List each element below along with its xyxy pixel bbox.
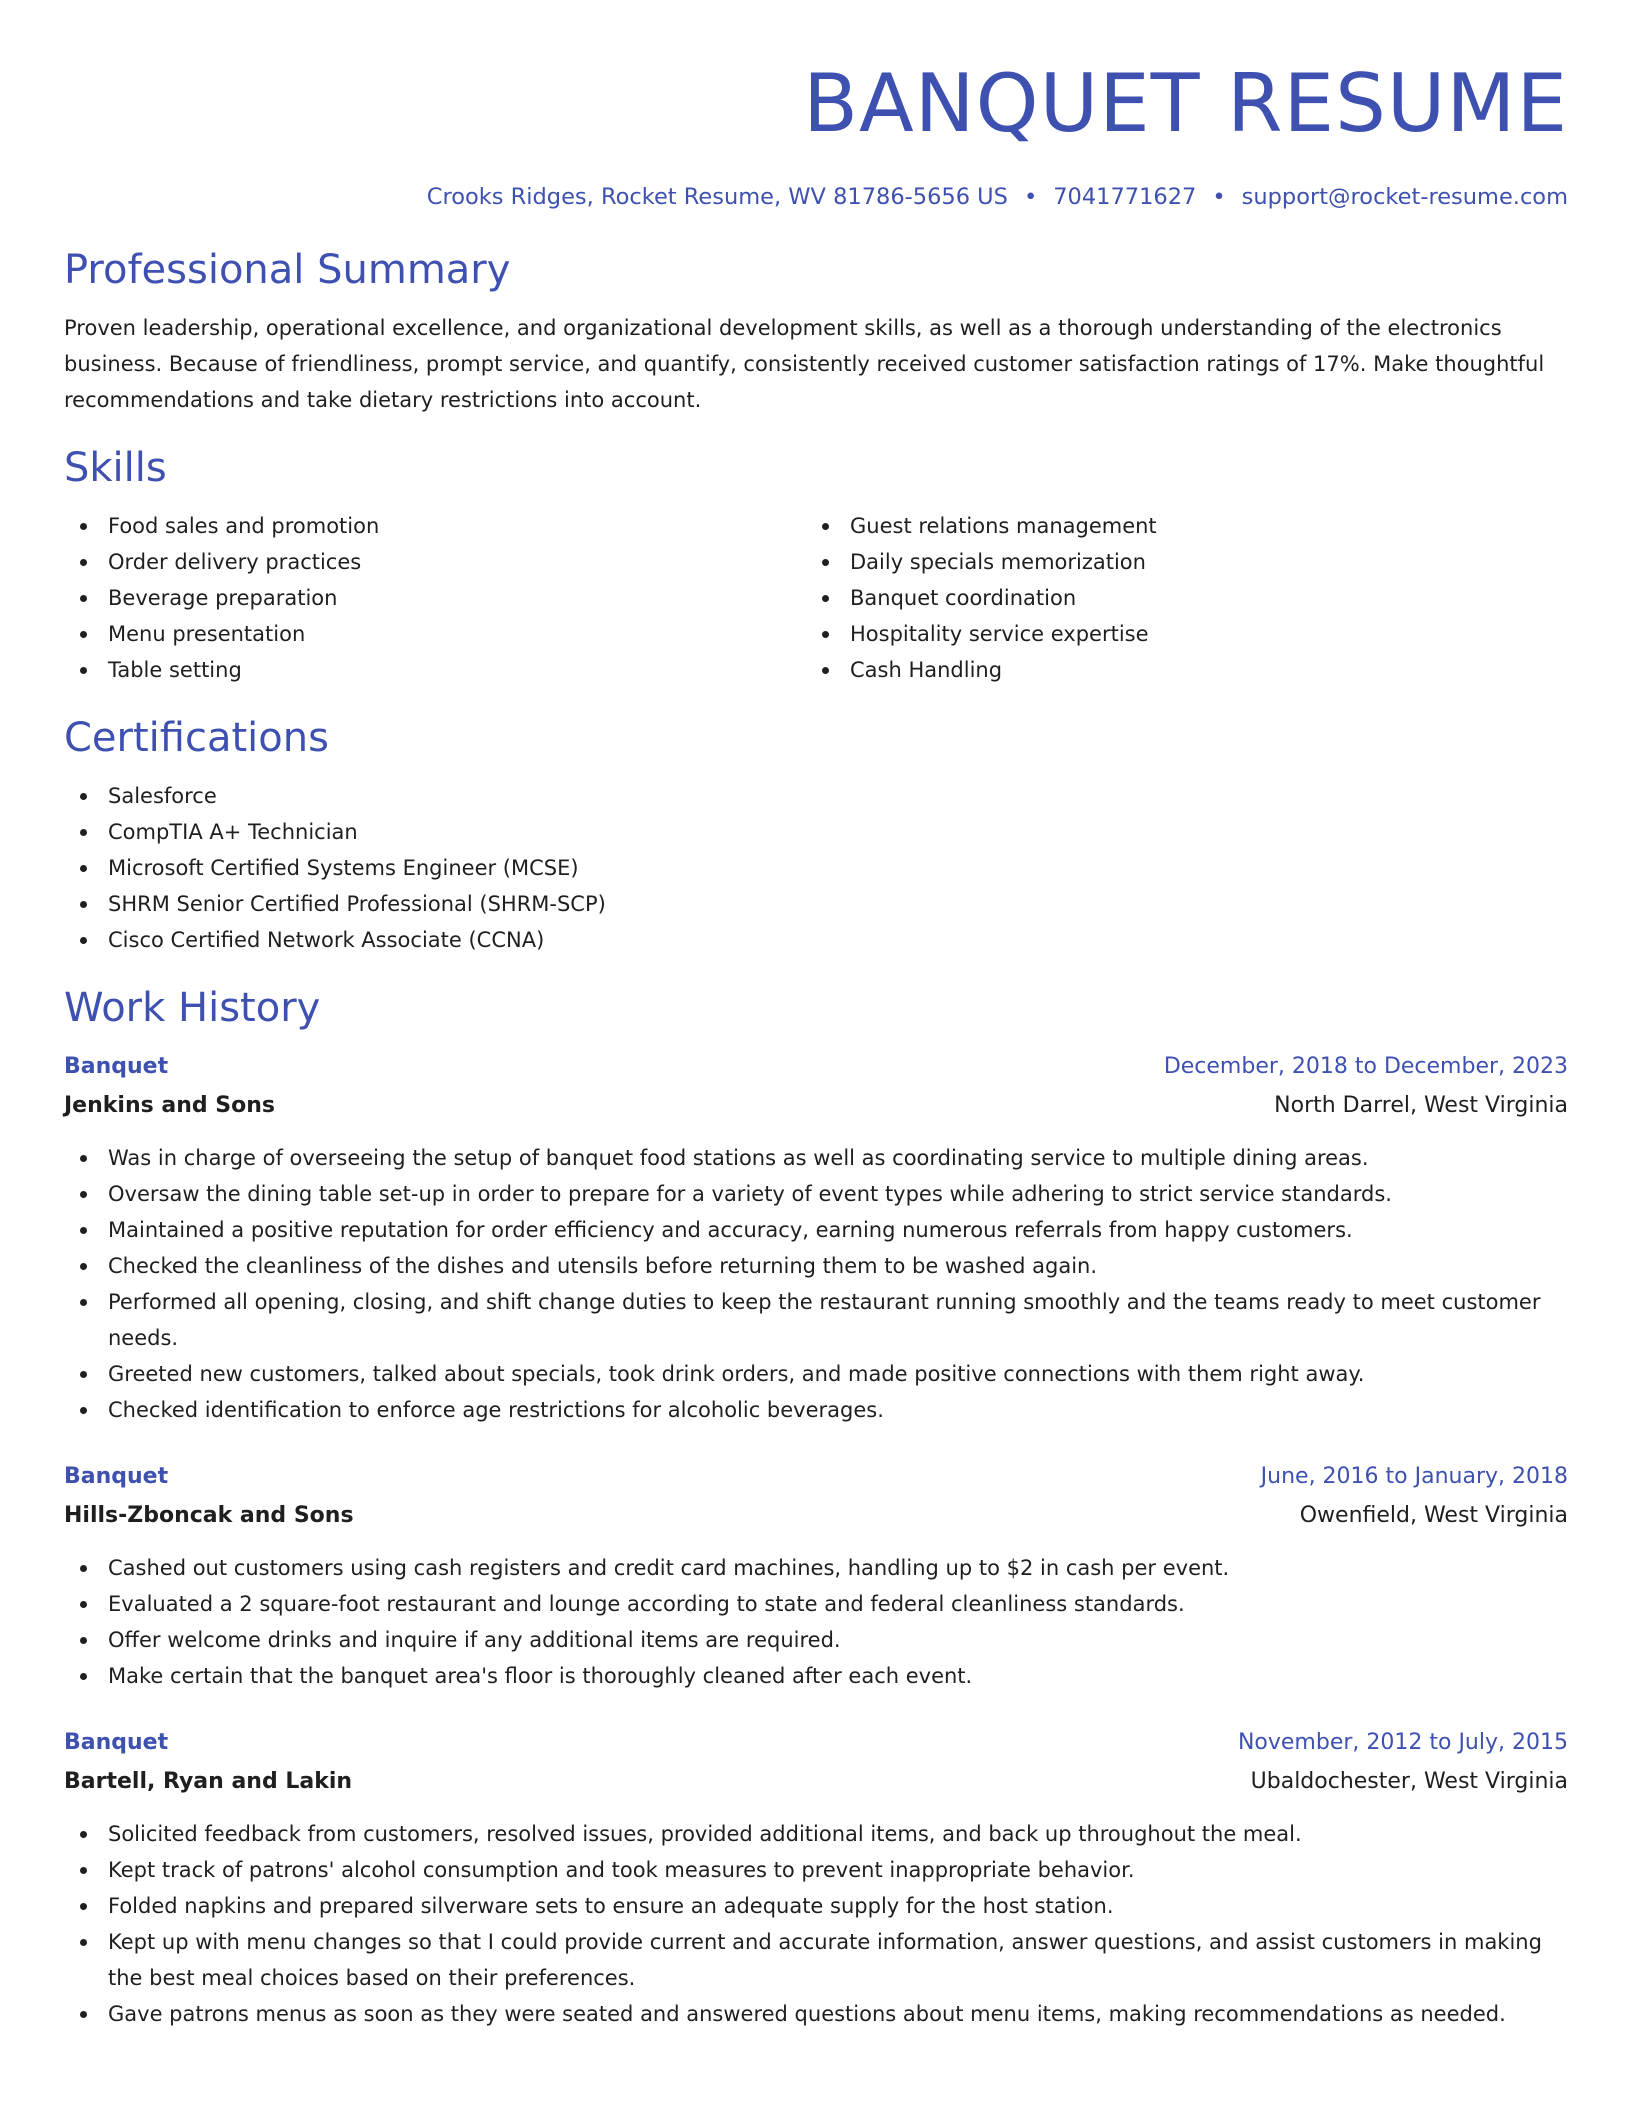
- contact-phone: 7041771627: [1053, 184, 1197, 210]
- skill-item: Daily specials memorization: [806, 544, 1548, 580]
- job-dates: June, 2016 to January, 2018: [1260, 1464, 1568, 1489]
- job-role: Banquet: [64, 1730, 169, 1755]
- job-duty: Checked identification to enforce age restrictions for alcoholic beverages.: [64, 1392, 1568, 1428]
- skill-item: Order delivery practices: [64, 544, 806, 580]
- contact-line: [64, 182, 1568, 212]
- skills-heading: Skills: [64, 445, 167, 491]
- job-duty: Performed all opening, closing, and shift change duties to keep the restaurant running smoothly and the teams ready to meet customer needs.: [64, 1284, 1568, 1356]
- resume-title: BANQUET RESUME: [803, 57, 1568, 150]
- job-duty: Kept track of patrons' alcohol consumption and took measures to prevent inappropriate behavior.: [64, 1852, 1568, 1888]
- job-subheader: [64, 1496, 1568, 1536]
- skill-item: Menu presentation: [64, 616, 806, 652]
- skills-grid: [64, 508, 1568, 688]
- certifications-heading: Certifications: [64, 715, 329, 761]
- job-duties: [64, 1816, 1568, 2032]
- job-duty: Evaluated a 2 square-foot restaurant and lounge according to state and federal cleanliness standards.: [64, 1586, 1568, 1622]
- certification-item: Cisco Certified Network Associate (CCNA): [64, 922, 1568, 958]
- job-dates: December, 2018 to December, 2023: [1163, 1054, 1568, 1079]
- skill-item: Beverage preparation: [64, 580, 806, 616]
- job-duty: Gave patrons menus as soon as they were seated and answered questions about menu items, making recommendations as needed.: [64, 1996, 1568, 2032]
- summary-text: Proven leadership, operational excellence, and organizational development skills, as well as a thorough understanding of the electronics business. Because of friendliness, prompt service, and quantify, consistently received customer satisfaction ratings of 17%. Make thoughtful recommendations and take dietary restrictions into account.: [64, 316, 1545, 412]
- contact-separator: •: [1023, 184, 1038, 210]
- certification-item: Salesforce: [64, 778, 1568, 814]
- job-duties: [64, 1550, 1568, 1694]
- job-role: Banquet: [64, 1464, 169, 1489]
- skill-item: Hospitality service expertise: [806, 616, 1548, 652]
- job-duty: Oversaw the dining table set-up in order to prepare for a variety of event types while adhering to strict service standards.: [64, 1176, 1568, 1212]
- job-location: North Darrel, West Virginia: [1274, 1093, 1568, 1118]
- skill-item: Cash Handling: [806, 652, 1548, 688]
- skill-item: Food sales and promotion: [64, 508, 806, 544]
- job-duty: Checked the cleanliness of the dishes and utensils before returning them to be washed again.: [64, 1248, 1568, 1284]
- job-role: Banquet: [64, 1054, 169, 1079]
- job-location: Ubaldochester, West Virginia: [1250, 1769, 1568, 1794]
- job-duty: Offer welcome drinks and inquire if any additional items are required.: [64, 1622, 1568, 1658]
- job-company: Jenkins and Sons: [64, 1093, 275, 1118]
- job-location: Owenfield, West Virginia: [1299, 1503, 1568, 1528]
- contact-email: support@rocket-resume.com: [1241, 184, 1568, 210]
- job-duty: Kept up with menu changes so that I could provide current and accurate information, answer questions, and assist customers in making the best meal choices based on their preferences.: [64, 1924, 1568, 1996]
- job-duty: Folded napkins and prepared silverware sets to ensure an adequate supply for the host station.: [64, 1888, 1568, 1924]
- certifications-list: [64, 778, 1568, 958]
- job-subheader: [64, 1762, 1568, 1802]
- skill-item: Banquet coordination: [806, 580, 1548, 616]
- job-subheader: [64, 1086, 1568, 1126]
- skill-item: Guest relations management: [806, 508, 1548, 544]
- job-header: [64, 1458, 1568, 1496]
- job-header: [64, 1724, 1568, 1762]
- certification-item: CompTIA A+ Technician: [64, 814, 1568, 850]
- skill-item: Table setting: [64, 652, 806, 688]
- job-header: [64, 1048, 1568, 1086]
- job-duty: Was in charge of overseeing the setup of banquet food stations as well as coordinating service to multiple dining areas.: [64, 1140, 1568, 1176]
- job-duty: Cashed out customers using cash registers and credit card machines, handling up to $2 in cash per event.: [64, 1550, 1568, 1586]
- summary-heading: Professional Summary: [64, 247, 511, 293]
- job-duties: [64, 1140, 1568, 1428]
- job-dates: November, 2012 to July, 2015: [1237, 1730, 1568, 1755]
- job-entry: [64, 1458, 1568, 1694]
- work-history-heading: Work History: [64, 985, 321, 1031]
- skills-list-left: [64, 508, 806, 688]
- job-duty: Greeted new customers, talked about specials, took drink orders, and made positive connections with them right away.: [64, 1356, 1568, 1392]
- job-entry: [64, 1724, 1568, 2032]
- job-duty: Solicited feedback from customers, resolved issues, provided additional items, and back up throughout the meal.: [64, 1816, 1568, 1852]
- contact-separator: •: [1212, 184, 1226, 210]
- job-company: Hills-Zboncak and Sons: [64, 1503, 354, 1528]
- job-duty: Make certain that the banquet area's floor is thoroughly cleaned after each event.: [64, 1658, 1568, 1694]
- contact-address: Crooks Ridges, Rocket Resume, WV 81786-5656 US: [426, 184, 1008, 210]
- job-company: Bartell, Ryan and Lakin: [64, 1769, 353, 1794]
- job-entry: [64, 1048, 1568, 1428]
- certification-item: Microsoft Certified Systems Engineer (MCSE): [64, 850, 1568, 886]
- certification-item: SHRM Senior Certified Professional (SHRM-SCP): [64, 886, 1568, 922]
- skills-list-right: [806, 508, 1548, 688]
- job-duty: Maintained a positive reputation for order efficiency and accuracy, earning numerous referrals from happy customers.: [64, 1212, 1568, 1248]
